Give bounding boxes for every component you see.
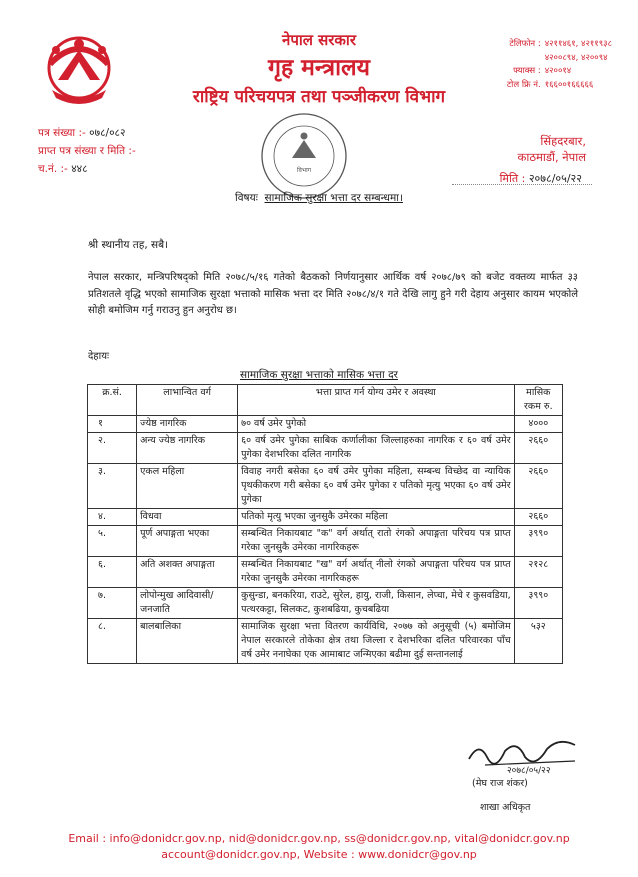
signature-icon xyxy=(465,735,583,775)
received-letter-ref: प्राप्त पत्र संख्या र मिति :- xyxy=(38,145,136,157)
contact-line: टोल फ्रि नं. १६६००१६६६६६ xyxy=(506,79,594,90)
table-row: ३. एकल महिला विवाह नगरी बसेका ६० वर्ष उमेर पुगेका महिला, सम्बन्ध विच्छेद वा न्यायिक पृथकीकरण गरी बसेका ६० वर्ष उमेर पुगेका र पतिको मृत्यु भएका ६० वर्ष उमेर पुगेका २६६० xyxy=(88,464,563,509)
letter-date: मिति : २०७८/०५/२२ xyxy=(499,172,582,185)
dispatch-number: च.नं. :- ४४८ xyxy=(38,163,88,175)
table-row: २. अन्य ज्येष्ठ नागरिक ६० वर्ष उमेर पुगेका साबिक कर्णालीका जिल्लाहरुका नागरिक र ६० वर्ष उमेर पुगेका देशभरिका दलित नागरिक २६६० xyxy=(88,433,563,464)
addressee: श्री स्थानीय तह, सबै। xyxy=(88,239,169,251)
table-row: ७. लोपोन्मुख आदिवासी/ जनजाति कुसुन्डा, बनकरिया, राउटे, सुरेल, हायु, राजी, किसान, लेप्चा, मेचे र कुसवडिया, पत्थरकट्टा, सिलकट, कुशबढिया, कुचबढिया ३९९० xyxy=(88,588,563,619)
contact-line: फ्याक्स : ४२००१४ xyxy=(513,66,572,76)
contact-line: ४२००८९४, ४२००९४ xyxy=(544,52,608,63)
header-amount: मासिक रकम रु. xyxy=(514,385,562,416)
header-category: लाभान्वित वर्ग xyxy=(137,385,238,416)
body-paragraph: नेपाल सरकार, मन्त्रिपरिषद्को मिति २०७८/५/१६ गतेको बैठकको निर्णयानुसार आर्थिक वर्ष २०७८/७९ को बजेट वक्तव्य मार्फत ३३ प्रतिशतले वृद्धि भएको सामाजिक सुरक्षा भत्ताको मासिक भत्ता दर मिति २०७८/४/१ गते देखि लागु हुने गरी देहाय अनुसार कायम भएकोले सोही बमोजिम गर्नु गराउनु हुन अनुरोध छ। xyxy=(88,272,578,316)
contact-line: टेलिफोन : ४२११४६१, ४२११९३८ xyxy=(509,39,612,49)
footer-contacts xyxy=(0,831,638,863)
letter-number: पत्र संख्या :- ०७८/०८२ xyxy=(38,127,126,139)
date-underline xyxy=(452,184,592,185)
signatory-title: शाखा अधिकृत xyxy=(480,802,531,813)
signatory-name: (मेघ राज शंकर) xyxy=(472,778,528,789)
footer-website: account@donidcr.gov.np, Website : www.donidcr@gov.np xyxy=(161,848,477,861)
dehay-label: देहायः xyxy=(88,351,110,362)
table-row: ६. अति अशक्त अपाङ्गता सम्बन्धित निकायबाट "ख" वर्ग अर्थात् नीलो रंगको अपाङ्गता परिचय पत्र प्राप्त गरेका जुनसुकै उमेरका नागरिकहरू २१२८ xyxy=(88,557,563,588)
ministry-name: गृह मन्त्रालय xyxy=(268,55,370,81)
table-header-row xyxy=(88,385,563,416)
allowance-table xyxy=(87,384,563,664)
svg-text:२०७८/०५/२२: २०७८/०५/२२ xyxy=(507,766,551,775)
table-title: सामाजिक सुरक्षा भत्ताको मासिक भत्ता दर xyxy=(240,369,398,381)
header-condition: भत्ता प्राप्त गर्न योग्य उमेर र अवस्था xyxy=(238,385,514,416)
government-name: नेपाल सरकार xyxy=(282,31,356,49)
subject-line: विषयः सामाजिक सुरक्षा भत्ता दर सम्बन्धमा। xyxy=(235,192,403,204)
department-name: राष्ट्रिय परिचयपत्र तथा पञ्जीकरण विभाग xyxy=(192,87,446,107)
table-row: ८. बालबालिका सामाजिक सुरक्षा भत्ता वितरण कार्यविधि, २०७७ को अनुसूची (५) बमोजिम नेपाल सरकारले तोकेका क्षेत्र तथा जिल्ला र देशभरिका दलित परिवारका पाँच वर्ष उमेर ननाघेका एक आमाबाट जन्मिएका बढीमा दुई सन्तानलाई ५३२ xyxy=(88,619,563,664)
office-location: सिंहदरबार, काठमाडौं, नेपाल xyxy=(517,134,586,164)
table-row: ४. विधवा पतिको मृत्यु भएका जुनसुकै उमेरका महिला २६६० xyxy=(88,509,563,526)
table-row: १ ज्येष्ठ नागरिक ७० वर्ष उमेर पुगेको ४००० xyxy=(88,416,563,433)
footer-emails: Email : info@donidcr.gov.np, nid@donidcr.gov.np, ss@donidcr.gov.np, vital@donidcr.gov.np xyxy=(68,832,570,845)
table-row: ५. पूर्ण अपाङ्गता भएका सम्बन्धित निकायबाट "क" वर्ग अर्थात् रातो रंगको अपाङ्गता परिचय पत्र प्राप्त गरेका जुनसुकै उमेरका नागरिकहरू ३९९० xyxy=(88,526,563,557)
reference-block xyxy=(38,124,136,178)
header-sn: क्र.सं. xyxy=(88,385,137,416)
office-stamp-icon xyxy=(258,110,350,202)
svg-text:विभाग: विभाग xyxy=(296,167,312,174)
contact-block xyxy=(481,38,612,92)
